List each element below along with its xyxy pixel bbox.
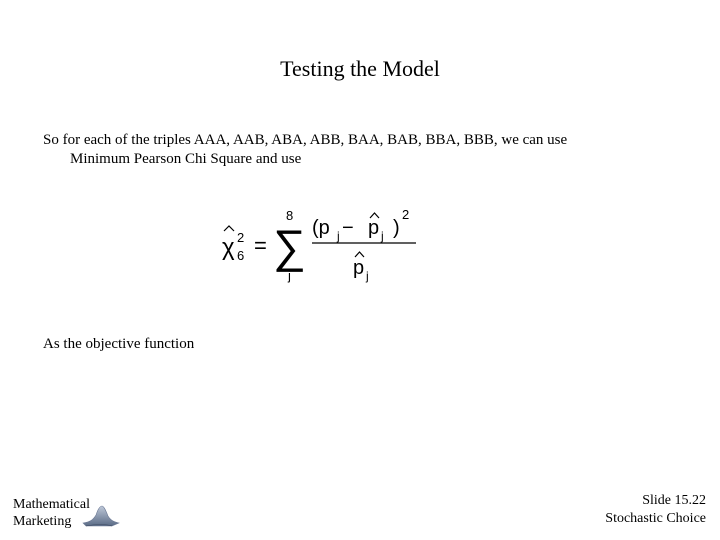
numerator-minus: − [342, 217, 354, 239]
chi-superscript: 2 [237, 230, 245, 245]
denominator-phat: p [353, 257, 365, 279]
slide-title: Testing the Model [280, 56, 440, 81]
body-paragraph [43, 131, 567, 169]
section-name: Stochastic Choice [605, 511, 706, 526]
body-line-2: Minimum Pearson Chi Square and use [70, 151, 302, 167]
numerator-phat: p [368, 217, 380, 239]
sum-upper-limit: 8 [286, 208, 294, 223]
numerator-sub-2: j [381, 229, 384, 243]
distribution-curve-logo [82, 503, 120, 528]
chi-subscript: 6 [237, 248, 245, 263]
denominator-sub: j [366, 269, 369, 283]
body-line-1: So for each of the triples AAA, AAB, ABA, ABB, BAA, BAB, BBA, BBB, we can use [43, 132, 568, 148]
numerator-close: ) [393, 217, 400, 239]
slide-number: Slide 15.22 [642, 493, 706, 508]
closing-text: As the objective function [43, 336, 195, 352]
sum-symbol: ∑ [273, 220, 306, 272]
numerator-open: (p [312, 217, 330, 239]
numerator-sub-1: j [337, 229, 340, 243]
footer-left-line-1: Mathematical [13, 497, 90, 512]
chi-square-formula [218, 200, 423, 295]
footer-left-line-2: Marketing [13, 514, 72, 529]
sum-lower-limit: j [288, 268, 291, 283]
equals-sign: = [254, 233, 267, 258]
numerator-power: 2 [402, 207, 410, 222]
chi-hat-mark [224, 226, 234, 231]
footer-course-label [13, 496, 90, 530]
chi-symbol: χ [222, 234, 235, 261]
footer-slide-info [605, 492, 706, 528]
